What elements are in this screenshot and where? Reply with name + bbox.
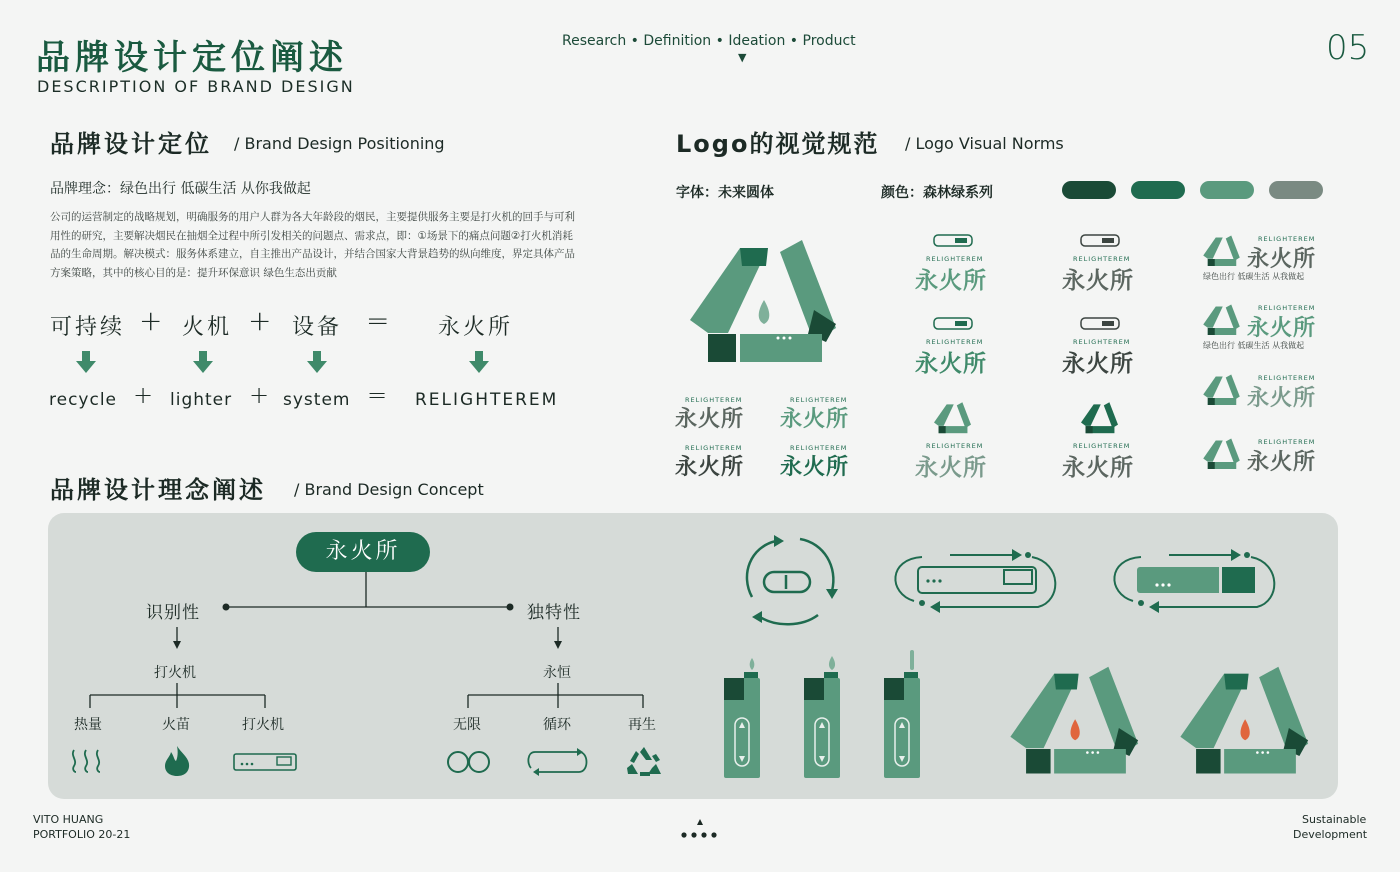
tree-leaf-infinite: 无限 xyxy=(453,717,481,733)
wordmark-cn: 永火所 xyxy=(1247,450,1317,475)
wordmark-en: RELIGHTEREM xyxy=(926,442,984,450)
lighter-icon xyxy=(933,233,973,249)
equals-sign: = xyxy=(366,304,390,337)
plus-sign: + xyxy=(248,304,272,337)
lighter-icon xyxy=(1080,233,1120,249)
equals-sign: = xyxy=(367,381,388,409)
wordmark-cn: 永火所 xyxy=(675,455,745,480)
wordmark-en: RELIGHTEREM xyxy=(926,338,984,346)
lighter-cycle-outline-icon xyxy=(888,545,1064,615)
wordmark-cn: 永火所 xyxy=(780,407,850,432)
recycle-triangle-logo-icon xyxy=(1180,665,1312,777)
color-swatch-4 xyxy=(1269,181,1323,199)
recycle-triangle-icon xyxy=(934,401,972,435)
font-spec-label: 字体：未来圆体 xyxy=(676,185,774,201)
wordmark-cn: 永火所 xyxy=(780,455,850,480)
heat-waves-icon xyxy=(70,748,110,774)
color-swatch-3 xyxy=(1200,181,1254,199)
footer-right-line1: Sustainable xyxy=(1302,813,1367,826)
positioning-title: 品牌设计定位 xyxy=(50,130,212,158)
concept-tree-lines xyxy=(48,513,708,799)
lighter-icon xyxy=(933,316,973,332)
wordmark-cn: 永火所 xyxy=(915,351,987,377)
tree-leaf-lighter: 打火机 xyxy=(242,717,284,733)
plus-sign: + xyxy=(139,304,163,337)
color-swatch-1 xyxy=(1062,181,1116,199)
equation-term-2-en: lighter xyxy=(170,390,233,410)
tree-leaf-cycle: 循环 xyxy=(543,717,571,733)
infinite-cycle-icon xyxy=(740,535,840,627)
recycle-triangle-icon xyxy=(1203,374,1241,406)
recycle-icon xyxy=(626,746,662,778)
color-swatch-2 xyxy=(1131,181,1185,199)
wordmark-cn: 永火所 xyxy=(1062,455,1134,481)
wordmark-cn: 永火所 xyxy=(1062,351,1134,377)
brand-root-pill: 永火所 xyxy=(296,532,430,572)
equation-term-3-en: system xyxy=(283,390,351,410)
arrow-down-icon xyxy=(193,351,213,373)
tree-node-identity: 识别性 xyxy=(146,603,200,623)
wordmark-en: RELIGHTEREM xyxy=(1258,235,1316,243)
section-nav[interactable]: Research • Definition • Ideation • Product xyxy=(562,33,856,49)
page-title: 品牌设计定位阐述 xyxy=(36,38,348,78)
tree-child-eternal: 永恒 xyxy=(543,665,571,681)
wordmark-en: RELIGHTEREM xyxy=(1258,374,1316,382)
cycle-arrows-icon xyxy=(527,748,591,776)
color-spec-label: 颜色：森林绿系列 xyxy=(881,185,993,201)
recycle-triangle-icon xyxy=(1203,235,1241,267)
wordmark-cn: 永火所 xyxy=(1062,268,1134,294)
wordmark-cn: 永火所 xyxy=(915,455,987,481)
tree-leaf-flame: 火苗 xyxy=(162,717,190,733)
tagline: 绿色出行 低碳生活 从我做起 xyxy=(1203,341,1305,350)
equation-term-1-en: recycle xyxy=(49,390,118,410)
vertical-lighter-icon xyxy=(722,654,762,780)
equation-term-3-cn: 设备 xyxy=(292,315,343,340)
wordmark-en: RELIGHTEREM xyxy=(790,396,848,404)
concept-title: 品牌设计理念阐述 xyxy=(50,476,266,504)
wordmark-cn: 永火所 xyxy=(1247,247,1317,272)
recycle-triangle-logo-icon xyxy=(690,238,840,366)
footer-author: VITO HUANG xyxy=(33,813,104,826)
logo-norms-title: Logo的视觉规范 xyxy=(676,130,880,158)
positioning-subtitle: / Brand Design Positioning xyxy=(234,134,445,153)
wordmark-en: RELIGHTEREM xyxy=(685,396,743,404)
wordmark-en: RELIGHTEREM xyxy=(1073,255,1131,263)
recycle-triangle-icon xyxy=(1081,401,1119,435)
wordmark-en: RELIGHTEREM xyxy=(790,444,848,452)
brand-concept: 品牌理念：绿色出行 低碳生活 从你我做起 xyxy=(50,181,311,197)
flame-icon xyxy=(162,745,192,777)
wordmark-cn: 永火所 xyxy=(1247,386,1317,411)
recycle-triangle-logo-icon xyxy=(1010,665,1142,777)
equation-term-1-cn: 可持续 xyxy=(50,315,126,340)
wordmark-en: RELIGHTEREM xyxy=(926,255,984,263)
wordmark-en: RELIGHTEREM xyxy=(1073,442,1131,450)
wordmark-en: RELIGHTEREM xyxy=(1258,304,1316,312)
page-number: 05 xyxy=(1326,28,1370,68)
vertical-lighter-icon xyxy=(882,648,922,780)
concept-subtitle: / Brand Design Concept xyxy=(294,480,484,499)
equation-result-cn: 永火所 xyxy=(438,315,514,340)
tree-leaf-regenerate: 再生 xyxy=(628,717,656,733)
recycle-triangle-icon xyxy=(1203,438,1241,470)
footer-portfolio: PORTFOLIO 20-21 xyxy=(33,828,131,841)
footer-right-line2: Development xyxy=(1293,828,1368,841)
tree-leaf-heat: 热量 xyxy=(74,717,102,733)
vertical-lighter-icon xyxy=(802,654,842,780)
infinity-icon xyxy=(446,750,492,774)
page-subtitle: DESCRIPTION OF BRAND DESIGN xyxy=(37,77,355,96)
equation-term-2-cn: 火机 xyxy=(182,315,233,340)
tree-node-uniqueness: 独特性 xyxy=(527,603,581,623)
plus-sign: + xyxy=(133,381,154,409)
wordmark-cn: 永火所 xyxy=(675,407,745,432)
tree-child-lighter: 打火机 xyxy=(154,665,196,681)
positioning-body: 公司的运营制定的战略规划，明确服务的用户人群为各大年龄段的烟民，主要提供服务主要是打火机的回手与可利用性的研究，主要解决烟民在抽烟全过程中所引发相关的问题点、需求点，即：①场景下的痛点问题②打火机消耗品的生命周期。解决模式：服务体系建立，自主推出产品设计，并结合国家大背景趋势的纵向维度，界定具体产品方案策略，其中的核心目的是：提升环保意识 绿色生态出贡献 xyxy=(50,211,575,279)
tagline: 绿色出行 低碳生活 从我做起 xyxy=(1203,272,1305,281)
wordmark-en: RELIGHTEREM xyxy=(685,444,743,452)
wordmark-en: RELIGHTEREM xyxy=(1073,338,1131,346)
equation-result-en: RELIGHTEREM xyxy=(415,390,559,410)
logo-norms-subtitle: / Logo Visual Norms xyxy=(905,134,1064,153)
arrow-down-icon xyxy=(469,351,489,373)
lighter-cycle-filled-icon xyxy=(1107,545,1283,615)
lighter-icon xyxy=(1080,316,1120,332)
page-dots-indicator[interactable] xyxy=(678,817,722,841)
recycle-triangle-icon xyxy=(1203,304,1241,336)
nav-indicator-icon: ▼ xyxy=(738,51,747,64)
plus-sign: + xyxy=(249,381,270,409)
wordmark-cn: 永火所 xyxy=(915,268,987,294)
wordmark-cn: 永火所 xyxy=(1247,316,1317,341)
arrow-down-icon xyxy=(76,351,96,373)
lighter-outline-icon xyxy=(233,752,297,772)
arrow-down-icon xyxy=(307,351,327,373)
wordmark-en: RELIGHTEREM xyxy=(1258,438,1316,446)
